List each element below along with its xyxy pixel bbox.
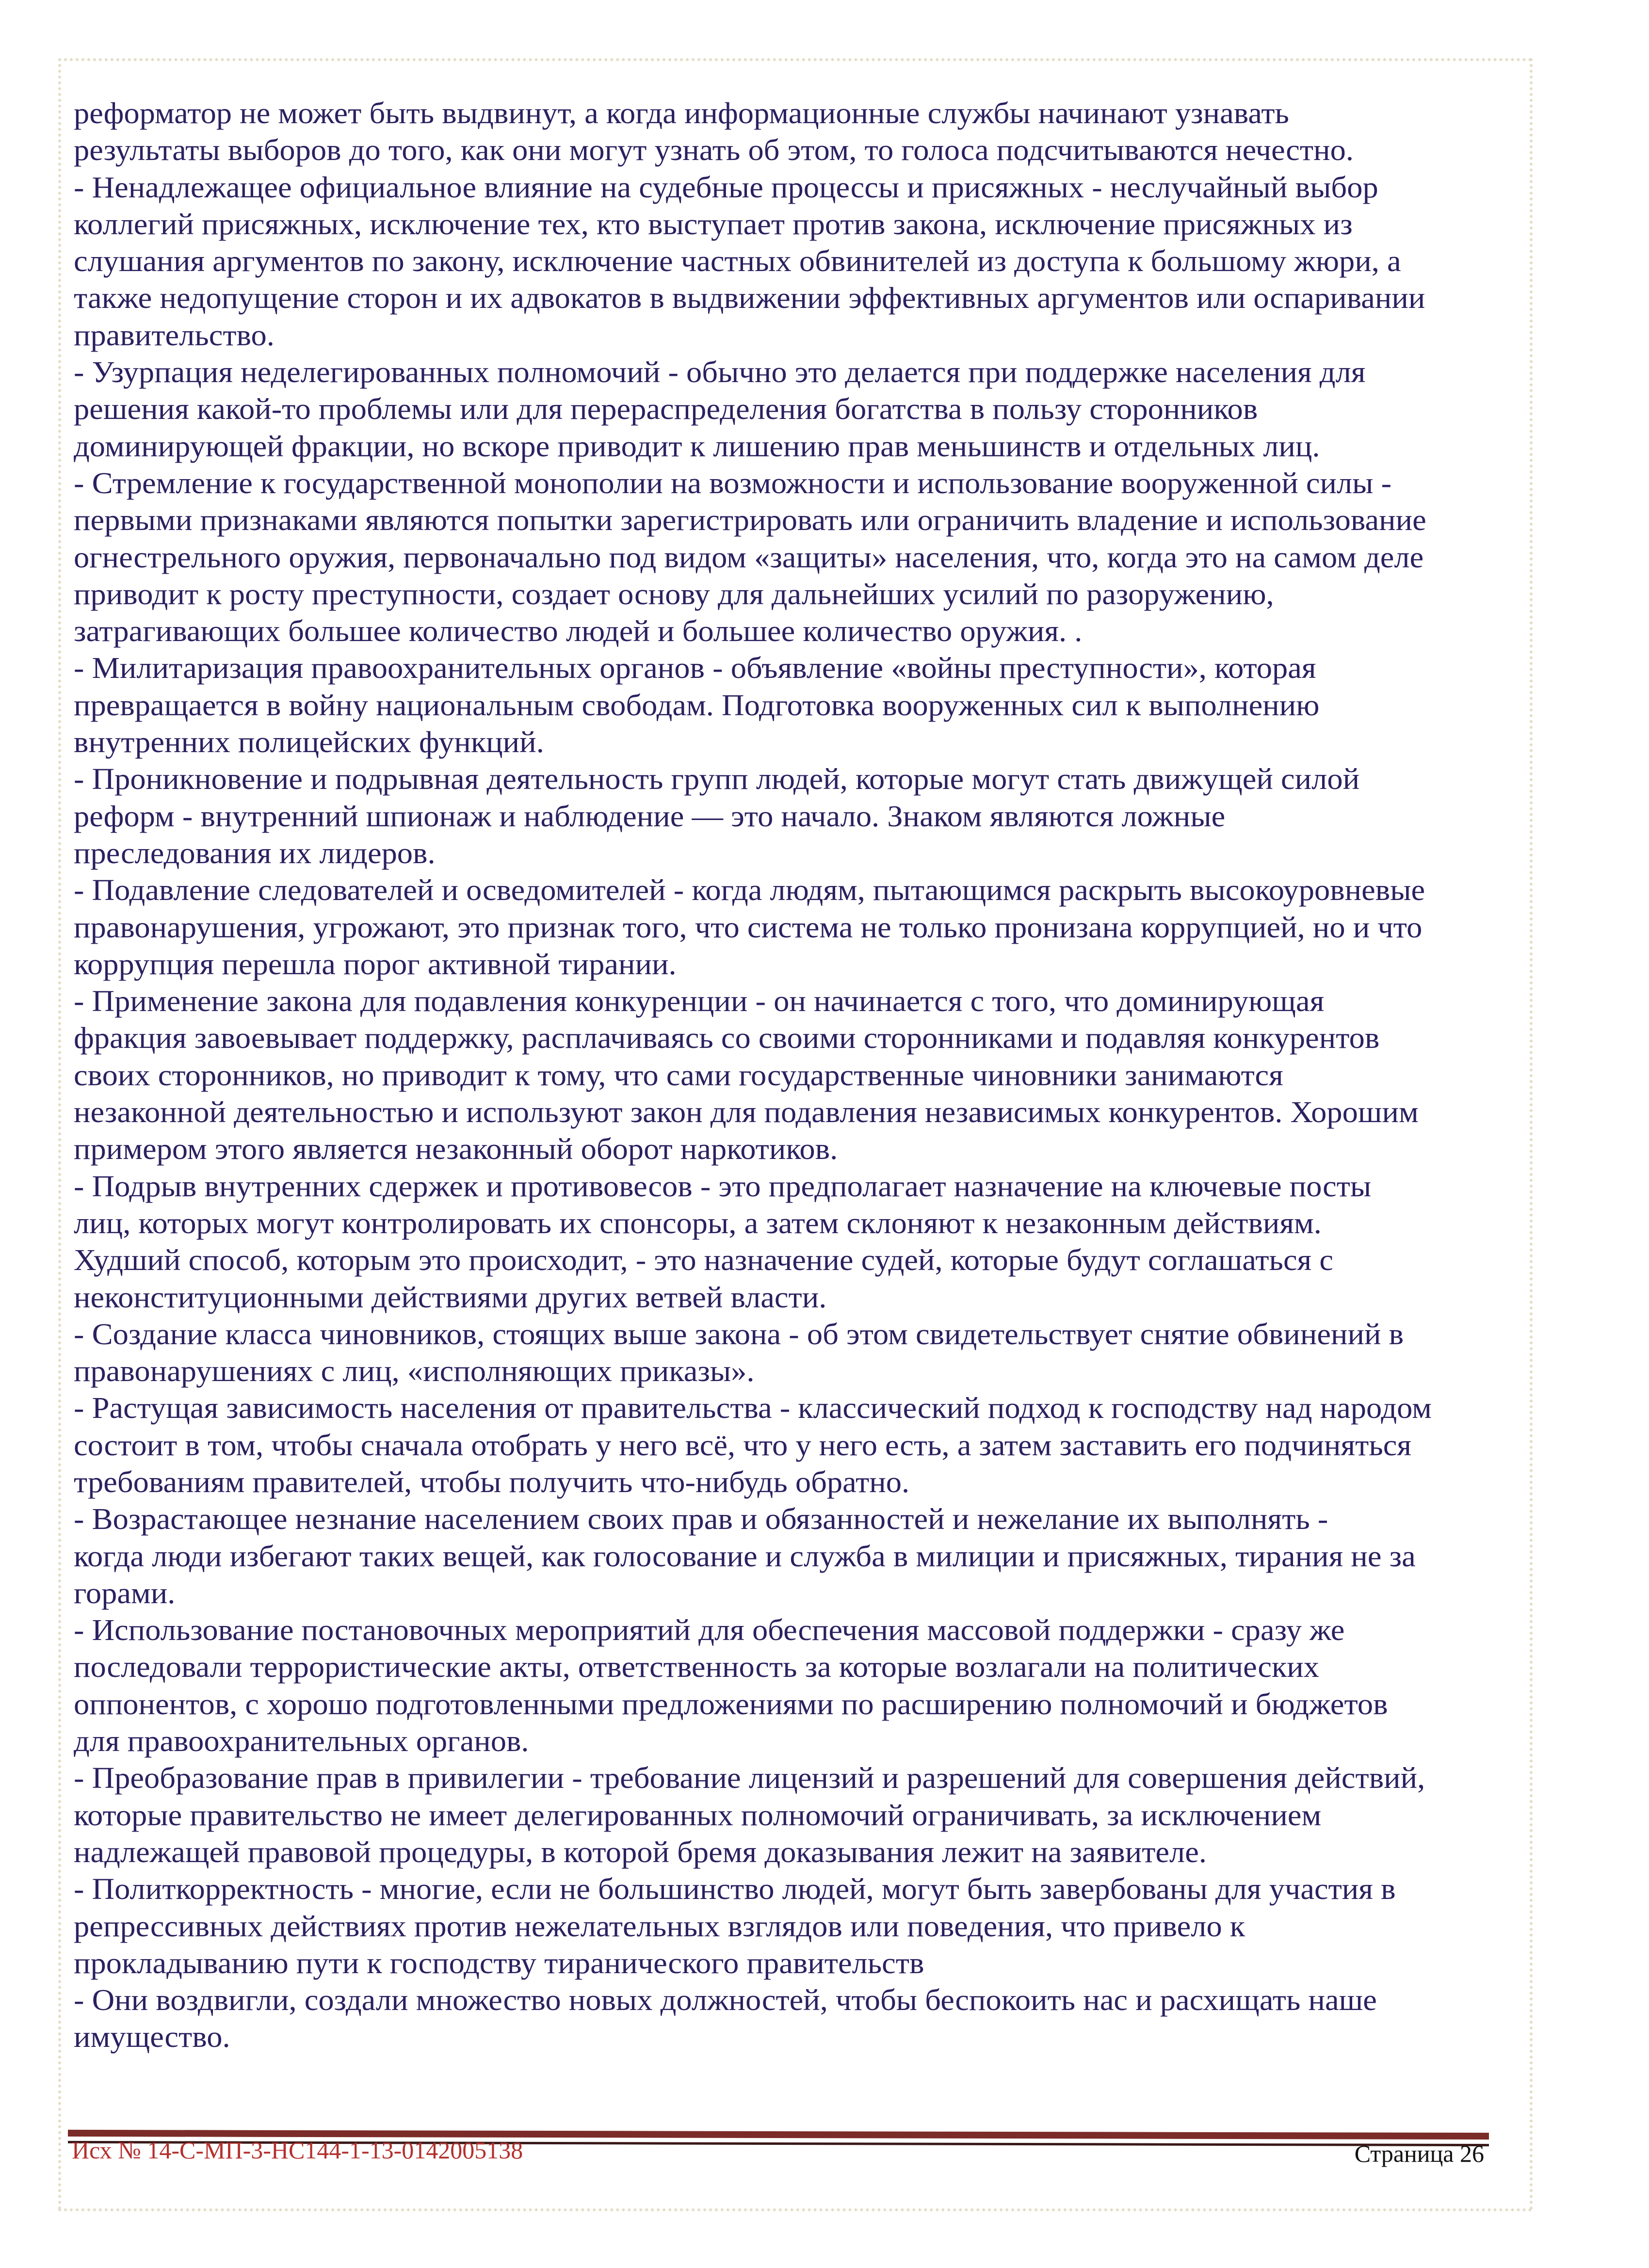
text-line: неконституционными действиями других ветвей власти. <box>74 1281 827 1314</box>
text-line: реформ - внутренний шпионаж и наблюдение — это начало. Знаком являются ложные <box>74 800 1226 833</box>
text-line: решения какой-то проблемы или для перераспределения богатства в пользу сторонников <box>74 393 1258 426</box>
text-line: - Использование постановочных мероприятий для обеспечения массовой поддержки - сразу же <box>74 1614 1345 1647</box>
text-line: превращается в войну национальным свободам. Подготовка вооруженных сил к выполнению <box>74 689 1320 722</box>
text-line: доминирующей фракции, но вскоре приводит к лишению прав меньшинств и отдельных лиц. <box>74 430 1320 463</box>
text-line: надлежащей правовой процедуры, в которой бремя доказывания лежит на заявителе. <box>74 1835 1207 1869</box>
text-line: огнестрельного оружия, первоначально под видом «защиты» населения, что, когда это на самом деле <box>74 541 1424 574</box>
text-line: - Подавление следователей и осведомителей - когда людям, пытающимся раскрыть высокоуровневые <box>74 874 1425 907</box>
text-line: когда люди избегают таких вещей, как голосование и служба в милиции и присяжных, тирания не за <box>74 1540 1416 1573</box>
text-line: преследования их лидеров. <box>74 836 436 870</box>
text-line: требованиям правителей, чтобы получить что-нибудь обратно. <box>74 1465 910 1499</box>
text-line: правительство. <box>74 319 275 352</box>
text-line: - Растущая зависимость населения от правительства - классический подход к господству над народом <box>74 1392 1432 1425</box>
text-line: незаконной деятельностью и используют закон для подавления независимых конкурентов. Хорошим <box>74 1096 1419 1129</box>
text-line: своих сторонников, но приводит к тому, что сами государственные чиновники занимаются <box>74 1059 1283 1092</box>
text-line: для правоохранительных органов. <box>74 1725 529 1758</box>
text-line: внутренних полицейских функций. <box>74 726 544 759</box>
text-line: - Они воздвигли, создали множество новых должностей, чтобы беспокоить нас и расхищать наше <box>74 1984 1377 2017</box>
text-line: коллегий присяжных, исключение тех, кто выступает против закона, исключение присяжных из <box>74 208 1353 241</box>
text-line: - Ненадлежащее официальное влияние на судебные процессы и присяжных - неслучайный выбор <box>74 171 1378 204</box>
text-line: затрагивающих большее количество людей и большее количество оружия. . <box>74 615 1083 648</box>
document-reference-number: Исх № 14-С-МП-3-НС144-1-13-0142005138 <box>72 2137 523 2164</box>
text-line: последовали террористические акты, ответственность за которые возлагали на политических <box>74 1651 1320 1684</box>
text-line: - Проникновение и подрывная деятельность групп людей, которые могут стать движущей силой <box>74 763 1360 796</box>
text-line: правонарушениях с лиц, «исполняющих приказы». <box>74 1355 755 1388</box>
text-line: имущество. <box>74 2021 230 2054</box>
text-line: горами. <box>74 1576 176 1610</box>
text-line: состоит в том, чтобы сначала отобрать у него всё, что у него есть, а затем заставить его подчиняться <box>74 1429 1412 1462</box>
text-line: которые правительство не имеет делегированных полномочий ограничивать, за исключением <box>74 1799 1322 1832</box>
text-line: примером этого является незаконный оборот наркотиков. <box>74 1133 838 1166</box>
text-line: первыми признаками являются попытки зарегистрировать или ограничить владение и использование <box>74 504 1426 537</box>
text-line: - Политкорректность - многие, если не большинство людей, могут быть завербованы для участия в <box>74 1873 1396 1906</box>
text-line: - Создание класса чиновников, стоящих выше закона - об этом свидетельствует снятие обвинений в <box>74 1318 1404 1351</box>
text-line: - Узурпация неделегированных полномочий - обычно это делается при поддержке населения для <box>74 356 1366 389</box>
text-line: - Подрыв внутренних сдержек и противовесов - это предполагает назначение на ключевые посты <box>74 1170 1372 1203</box>
text-line: - Возрастающее незнание населением своих прав и обязанностей и нежелание их выполнять - <box>74 1503 1328 1536</box>
text-line: - Стремление к государственной монополии на возможности и использование вооруженной силы - <box>74 466 1392 500</box>
document-body <box>74 95 1509 2056</box>
page-number: Страница 26 <box>1354 2140 1484 2167</box>
text-line: слушания аргументов по закону, исключение частных обвинителей из доступа к большому жюри, а <box>74 245 1401 278</box>
text-line: прокладыванию пути к господству тиранического правительств <box>74 1946 924 1980</box>
text-line: Худший способ, которым это происходит, - это назначение судей, которые будут соглашаться с <box>74 1244 1333 1277</box>
text-line: приводит к росту преступности, создает основу для дальнейших усилий по разоружению, <box>74 578 1274 611</box>
text-line: реформатор не может быть выдвинут, а когда информационные службы начинают узнавать <box>74 97 1289 130</box>
text-line: оппонентов, с хорошо подготовленными предложениями по расширению полномочий и бюджетов <box>74 1688 1388 1721</box>
text-line: репрессивных действиях против нежелательных взглядов или поведения, что привело к <box>74 1910 1245 1943</box>
text-line: результаты выборов до того, как они могут узнать об этом, то голоса подсчитываются нечестно. <box>74 134 1354 167</box>
text-line: лиц, которых могут контролировать их спонсоры, а затем склоняют к незаконным действиям. <box>74 1206 1322 1240</box>
text-line: - Милитаризация правоохранительных органов - объявление «войны преступности», которая <box>74 652 1316 685</box>
text-line: правонарушения, угрожают, это признак того, что система не только пронизана коррупцией, но и что <box>74 911 1423 944</box>
text-line: фракция завоевывает поддержку, расплачиваясь со своими сторонниками и подавляя конкурентов <box>74 1022 1380 1055</box>
text-line: также недопущение сторон и их адвокатов в выдвижении эффективных аргументов или оспаривании <box>74 282 1425 315</box>
text-line: - Преобразование прав в привилегии - требование лицензий и разрешений для совершения действий, <box>74 1762 1425 1795</box>
text-line: - Применение закона для подавления конкуренции - он начинается с того, что доминирующая <box>74 985 1325 1018</box>
text-line: коррупция перешла порог активной тирании. <box>74 948 677 981</box>
